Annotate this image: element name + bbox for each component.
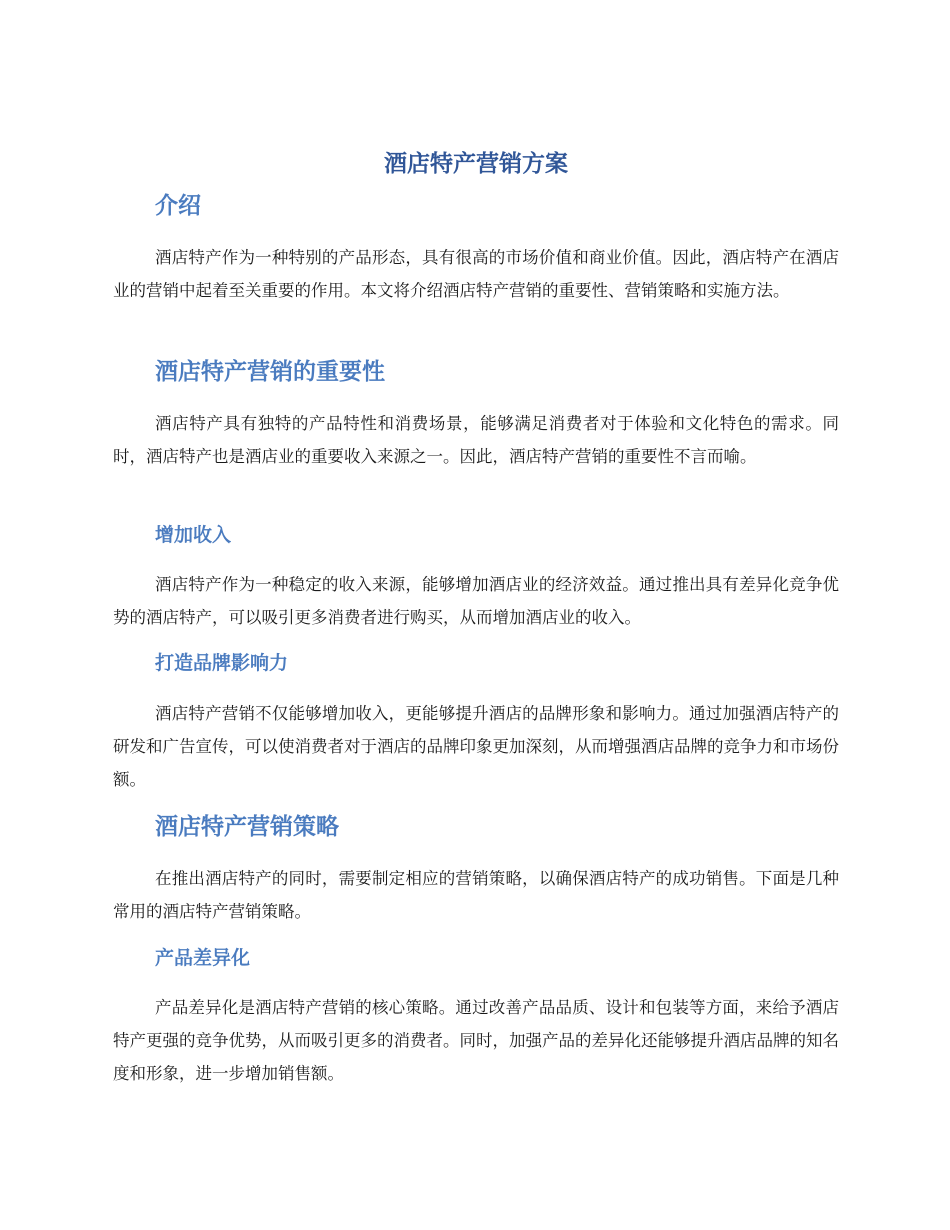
subsection-paragraph-increase-revenue: 酒店特产作为一种稳定的收入来源，能够增加酒店业的经济效益。通过推出具有差异化竞争优势的酒店特产，可以吸引更多消费者进行购买，从而增加酒店业的收入。 [113,575,839,627]
subsection-heading-product-differentiation: 产品差异化 [155,947,251,969]
section-heading-intro: 介绍 [155,193,201,219]
section-paragraph-strategy: 在推出酒店特产的同时，需要制定相应的营销策略，以确保酒店特产的成功销售。下面是几种常用的酒店特产营销策略。 [113,869,839,921]
subsection-heading-increase-revenue: 增加收入 [155,524,232,546]
section-heading-importance: 酒店特产营销的重要性 [155,359,385,385]
section-paragraph-intro: 酒店特产作为一种特别的产品形态，具有很高的市场价值和商业价值。因此，酒店特产在酒店业的营销中起着至关重要的作用。本文将介绍酒店特产营销的重要性、营销策略和实施方法。 [113,248,839,300]
section-heading-strategy: 酒店特产营销策略 [155,814,339,840]
document-title: 酒店特产营销方案 [384,151,568,177]
subsection-paragraph-brand-influence: 酒店特产营销不仅能够增加收入，更能够提升酒店的品牌形象和影响力。通过加强酒店特产的研发和广告宣传，可以使消费者对于酒店的品牌印象更加深刻，从而增强酒店品牌的竞争力和市场份额。 [113,704,839,789]
section-paragraph-importance: 酒店特产具有独特的产品特性和消费场景，能够满足消费者对于体验和文化特色的需求。同时，酒店特产也是酒店业的重要收入来源之一。因此，酒店特产营销的重要性不言而喻。 [113,414,839,466]
subsection-paragraph-product-differentiation: 产品差异化是酒店特产营销的核心策略。通过改善产品品质、设计和包装等方面，来给予酒店特产更强的竞争优势，从而吸引更多的消费者。同时，加强产品的差异化还能够提升酒店品牌的知名度和形象，进一步增加销售额。 [113,998,839,1083]
subsection-heading-brand-influence: 打造品牌影响力 [155,652,289,674]
